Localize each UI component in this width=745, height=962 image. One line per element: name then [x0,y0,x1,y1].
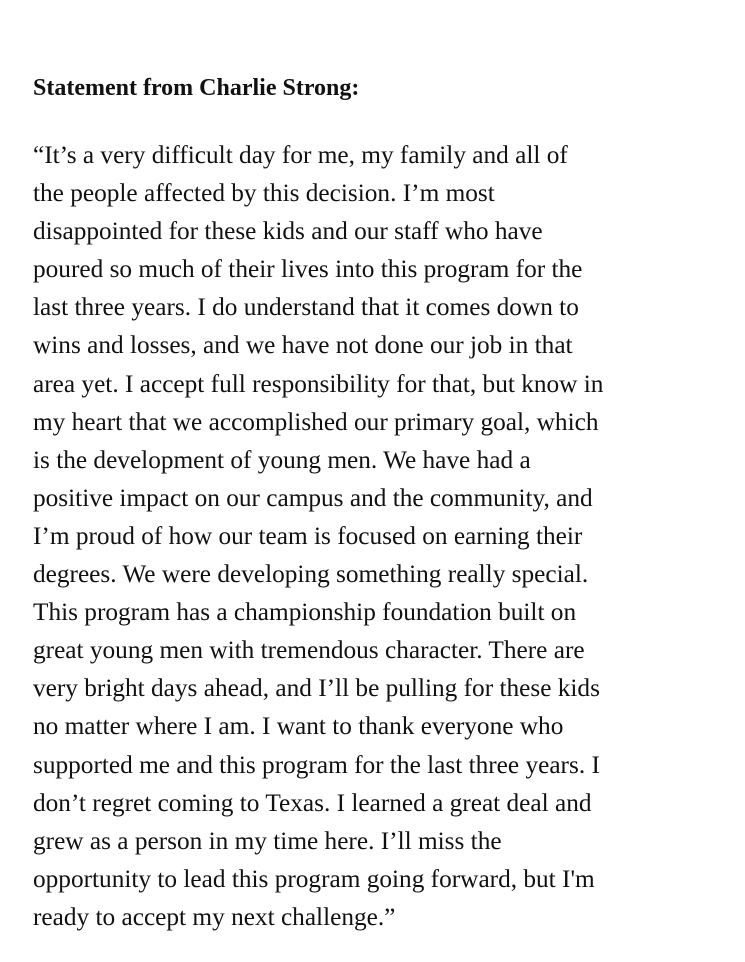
statement-line: ready to accept my next challenge.” [33,902,396,931]
statement-line: great young men with tremendous character. There are [33,636,585,665]
statement-line: I’m proud of how our team is focused on earning their [33,521,583,550]
statement-line: wins and losses, and we have not done our job in that [33,331,573,360]
statement-document [33,70,723,936]
statement-line: is the development of young men. We have had a [33,445,531,474]
statement-line: don’t regret coming to Texas. I learned a great deal and [33,788,592,817]
statement-line: grew as a person in my time here. I’ll miss the [33,826,502,855]
statement-line: last three years. I do understand that it comes down to [33,293,579,322]
statement-title: Statement from Charlie Strong: [33,75,360,101]
statement-line: the people affected by this decision. I’m most [33,179,495,208]
statement-line: poured so much of their lives into this program for the [33,255,583,284]
statement-line: This program has a championship foundation built on [33,598,577,627]
statement-body [33,136,723,936]
statement-line: degrees. We were developing something really special. [33,560,589,589]
statement-line: area yet. I accept full responsibility for that, but know in [33,369,604,398]
statement-line: “It’s a very difficult day for me, my family and all of [33,141,568,169]
statement-line: supported me and this program for the last three years. I [33,750,600,779]
statement-line: positive impact on our campus and the community, and [33,483,593,512]
statement-line: no matter where I am. I want to thank everyone who [33,712,564,741]
statement-line: disappointed for these kids and our staff who have [33,217,543,246]
statement-line: very bright days ahead, and I’ll be pulling for these kids [33,674,600,703]
statement-line: my heart that we accomplished our primary goal, which [33,407,599,436]
statement-line: opportunity to lead this program going forward, but I'm [33,864,595,893]
